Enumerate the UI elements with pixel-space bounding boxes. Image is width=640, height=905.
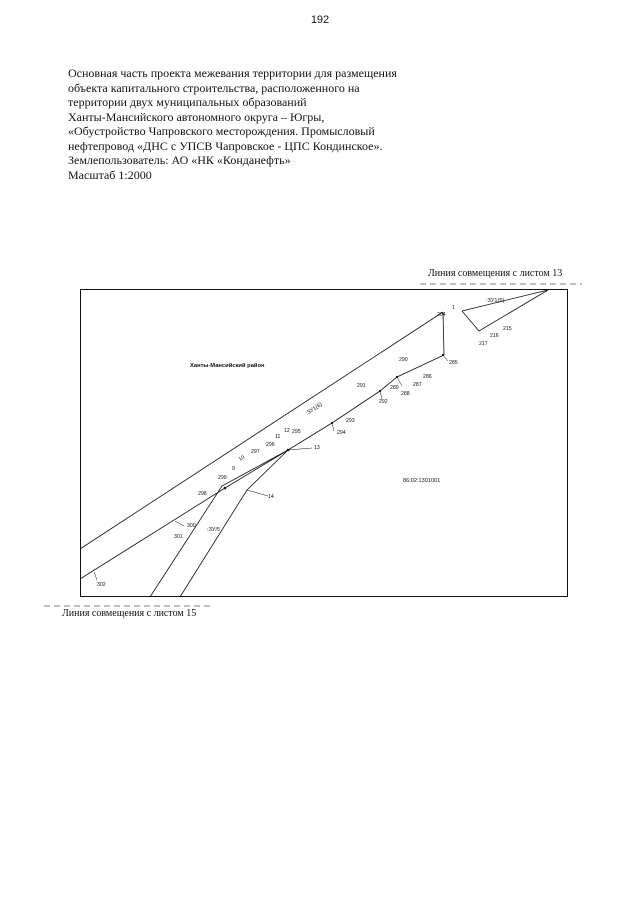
point-label: 299 bbox=[218, 475, 227, 481]
sheet-join-caption-bottom: Линия совмещения с листом 15 bbox=[62, 608, 197, 619]
point-label: 295 bbox=[292, 429, 301, 435]
point-label: 11 bbox=[275, 434, 281, 440]
parcel-label: :ЗУ1(6) bbox=[304, 401, 324, 417]
point-label: 10 bbox=[237, 454, 246, 463]
header-line: Ханты-Мансийского автономного округа – Югры, bbox=[68, 109, 325, 124]
point-label: 301 bbox=[174, 534, 183, 540]
parcel-label: :ЗУ1(5) bbox=[486, 298, 505, 304]
page-number: 192 bbox=[310, 14, 330, 26]
parcel-label: :ЗУ/5 bbox=[207, 527, 221, 533]
point-label: 294 bbox=[337, 430, 346, 436]
point-label: 300 bbox=[187, 523, 196, 529]
point-label: 216 bbox=[490, 333, 499, 339]
cadastral-quarter-label: 86:02:1301001 bbox=[403, 478, 441, 484]
point-label: 289 bbox=[390, 385, 399, 391]
header-line: Основная часть проекта межевания территории для размещения bbox=[68, 66, 397, 80]
point-label: 290 bbox=[399, 357, 408, 363]
header-line: территории двух муниципальных образований bbox=[68, 95, 307, 109]
branch-edge-right bbox=[180, 450, 288, 597]
point-label: 286 bbox=[423, 374, 432, 380]
point-label: 302 bbox=[97, 582, 106, 588]
point-label: 296 bbox=[266, 442, 275, 448]
point-label: 287 bbox=[413, 382, 422, 388]
header-line: «Обустройство Чапровского месторождения. Промысловый bbox=[68, 124, 375, 138]
point-label: 1 bbox=[452, 305, 455, 311]
point-label: 297 bbox=[251, 449, 260, 455]
point-label: 9 bbox=[232, 466, 235, 472]
point-label: 285 bbox=[449, 360, 458, 366]
point-label: 204 bbox=[437, 312, 446, 318]
point-label: 215 bbox=[503, 326, 512, 332]
point-label: 291 bbox=[357, 383, 366, 389]
corridor-edge-lower bbox=[80, 312, 444, 579]
point-label: 298 bbox=[198, 491, 207, 497]
road-corridor bbox=[80, 290, 548, 597]
point-label: 292 bbox=[379, 399, 388, 405]
point-label: 293 bbox=[346, 418, 355, 424]
point-label: 14 bbox=[268, 494, 274, 500]
header-line: Землепользователь: АО «НК «Конданефть» bbox=[68, 153, 291, 167]
branch-edge-left bbox=[150, 450, 288, 597]
district-label: Ханты-Мансийский район bbox=[190, 363, 265, 369]
point-label: 288 bbox=[401, 391, 410, 397]
header-line: объекта капитального строительства, расположенного на bbox=[68, 80, 360, 95]
scale-line: Масштаб 1:2000 bbox=[68, 167, 152, 182]
point-label: 13 bbox=[314, 445, 320, 451]
point-label: 217 bbox=[479, 341, 488, 347]
point-label: 12 bbox=[284, 428, 290, 434]
corridor-edge-upper bbox=[80, 312, 443, 549]
sheet-join-caption-top: Линия совмещения с листом 13 bbox=[428, 268, 563, 279]
parcel-strip bbox=[462, 290, 548, 331]
header-line: нефтепровод «ДНС с УПСВ Чапровское - ЦПС Кондинское». bbox=[68, 138, 383, 153]
